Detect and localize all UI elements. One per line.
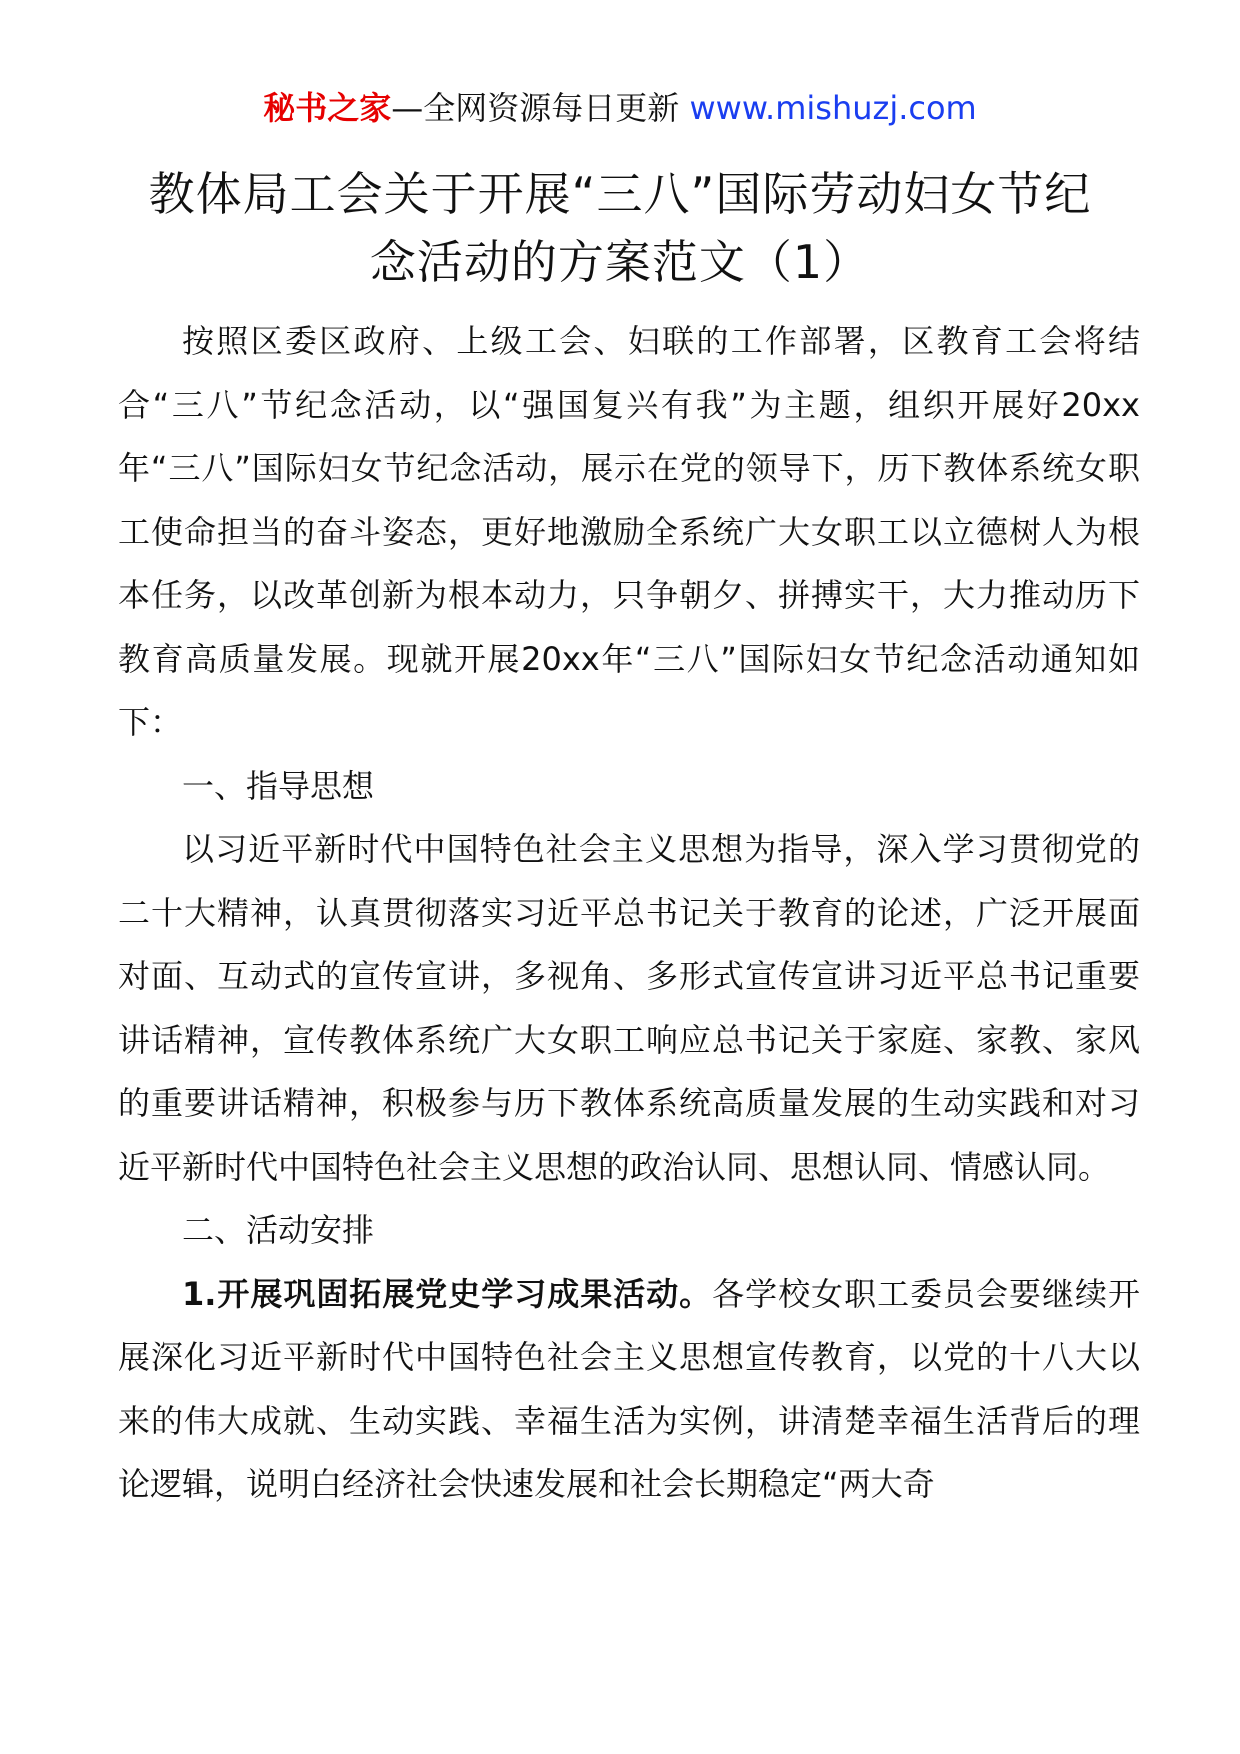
activity-item-1 bbox=[118, 1263, 1140, 1517]
activity-item-1-title: 1.开展巩固拓展党史学习成果活动。 bbox=[182, 1274, 713, 1313]
section-heading-activities: 二、活动安排 bbox=[182, 1211, 375, 1249]
guiding-thought-paragraph: 以习近平新时代中国特色社会主义思想为指导，深入学习贯彻党的二十大精神，认真贯彻落实习近平总书记关于教育的论述，广泛开展面对面、互动式的宣传宣讲，多视角、多形式宣传宣讲习近平总书记重要讲话精神，宣传教体系统广大女职工响应总书记关于家庭、家教、家风的重要讲话精神，积极参与历下教体系统高质量发展的生动实践和对习近平新时代中国特色社会主义思想的政治认同、思想认同、情感认同。 bbox=[118, 830, 1140, 1186]
header-url-link[interactable]: www.mishuzj.com bbox=[689, 89, 977, 127]
site-header bbox=[0, 86, 1240, 130]
document-body bbox=[118, 310, 1140, 1517]
header-brand: 秘书之家 bbox=[263, 89, 392, 127]
activity-item-1-body: 各学校女职工委员会要继续开展深化习近平新时代中国特色社会主义思想宣传教育，以党的十八大以来的伟大成就、生动实践、幸福生活为实例，讲清楚幸福生活背后的理论逻辑，说明白经济社会快速发展和社会长期稳定“两大奇 bbox=[118, 1274, 1140, 1503]
section-heading-guiding-thought: 一、指导思想 bbox=[182, 766, 375, 805]
document-title bbox=[60, 160, 1180, 296]
title-line-2: 念活动的方案范文（1） bbox=[369, 235, 871, 289]
title-line-1: 教体局工会关于开展“三八”国际劳动妇女节纪 bbox=[148, 167, 1092, 221]
header-tagline: —全网资源每日更新 bbox=[391, 89, 680, 127]
intro-paragraph: 按照区委区政府、上级工会、妇联的工作部署，区教育工会将结合“三八”节纪念活动，以“强国复兴有我”为主题，组织开展好20xx年“三八”国际妇女节纪念活动，展示在党的领导下，历下教体系统女职工使命担当的奋斗姿态，更好地激励全系统广大女职工以立德树人为根本任务，以改革创新为根本动力，只争朝夕、拼搏实干，大力推动历下教育高质量发展。现就开展20xx年“三八”国际妇女节纪念活动通知如下： bbox=[118, 322, 1140, 741]
